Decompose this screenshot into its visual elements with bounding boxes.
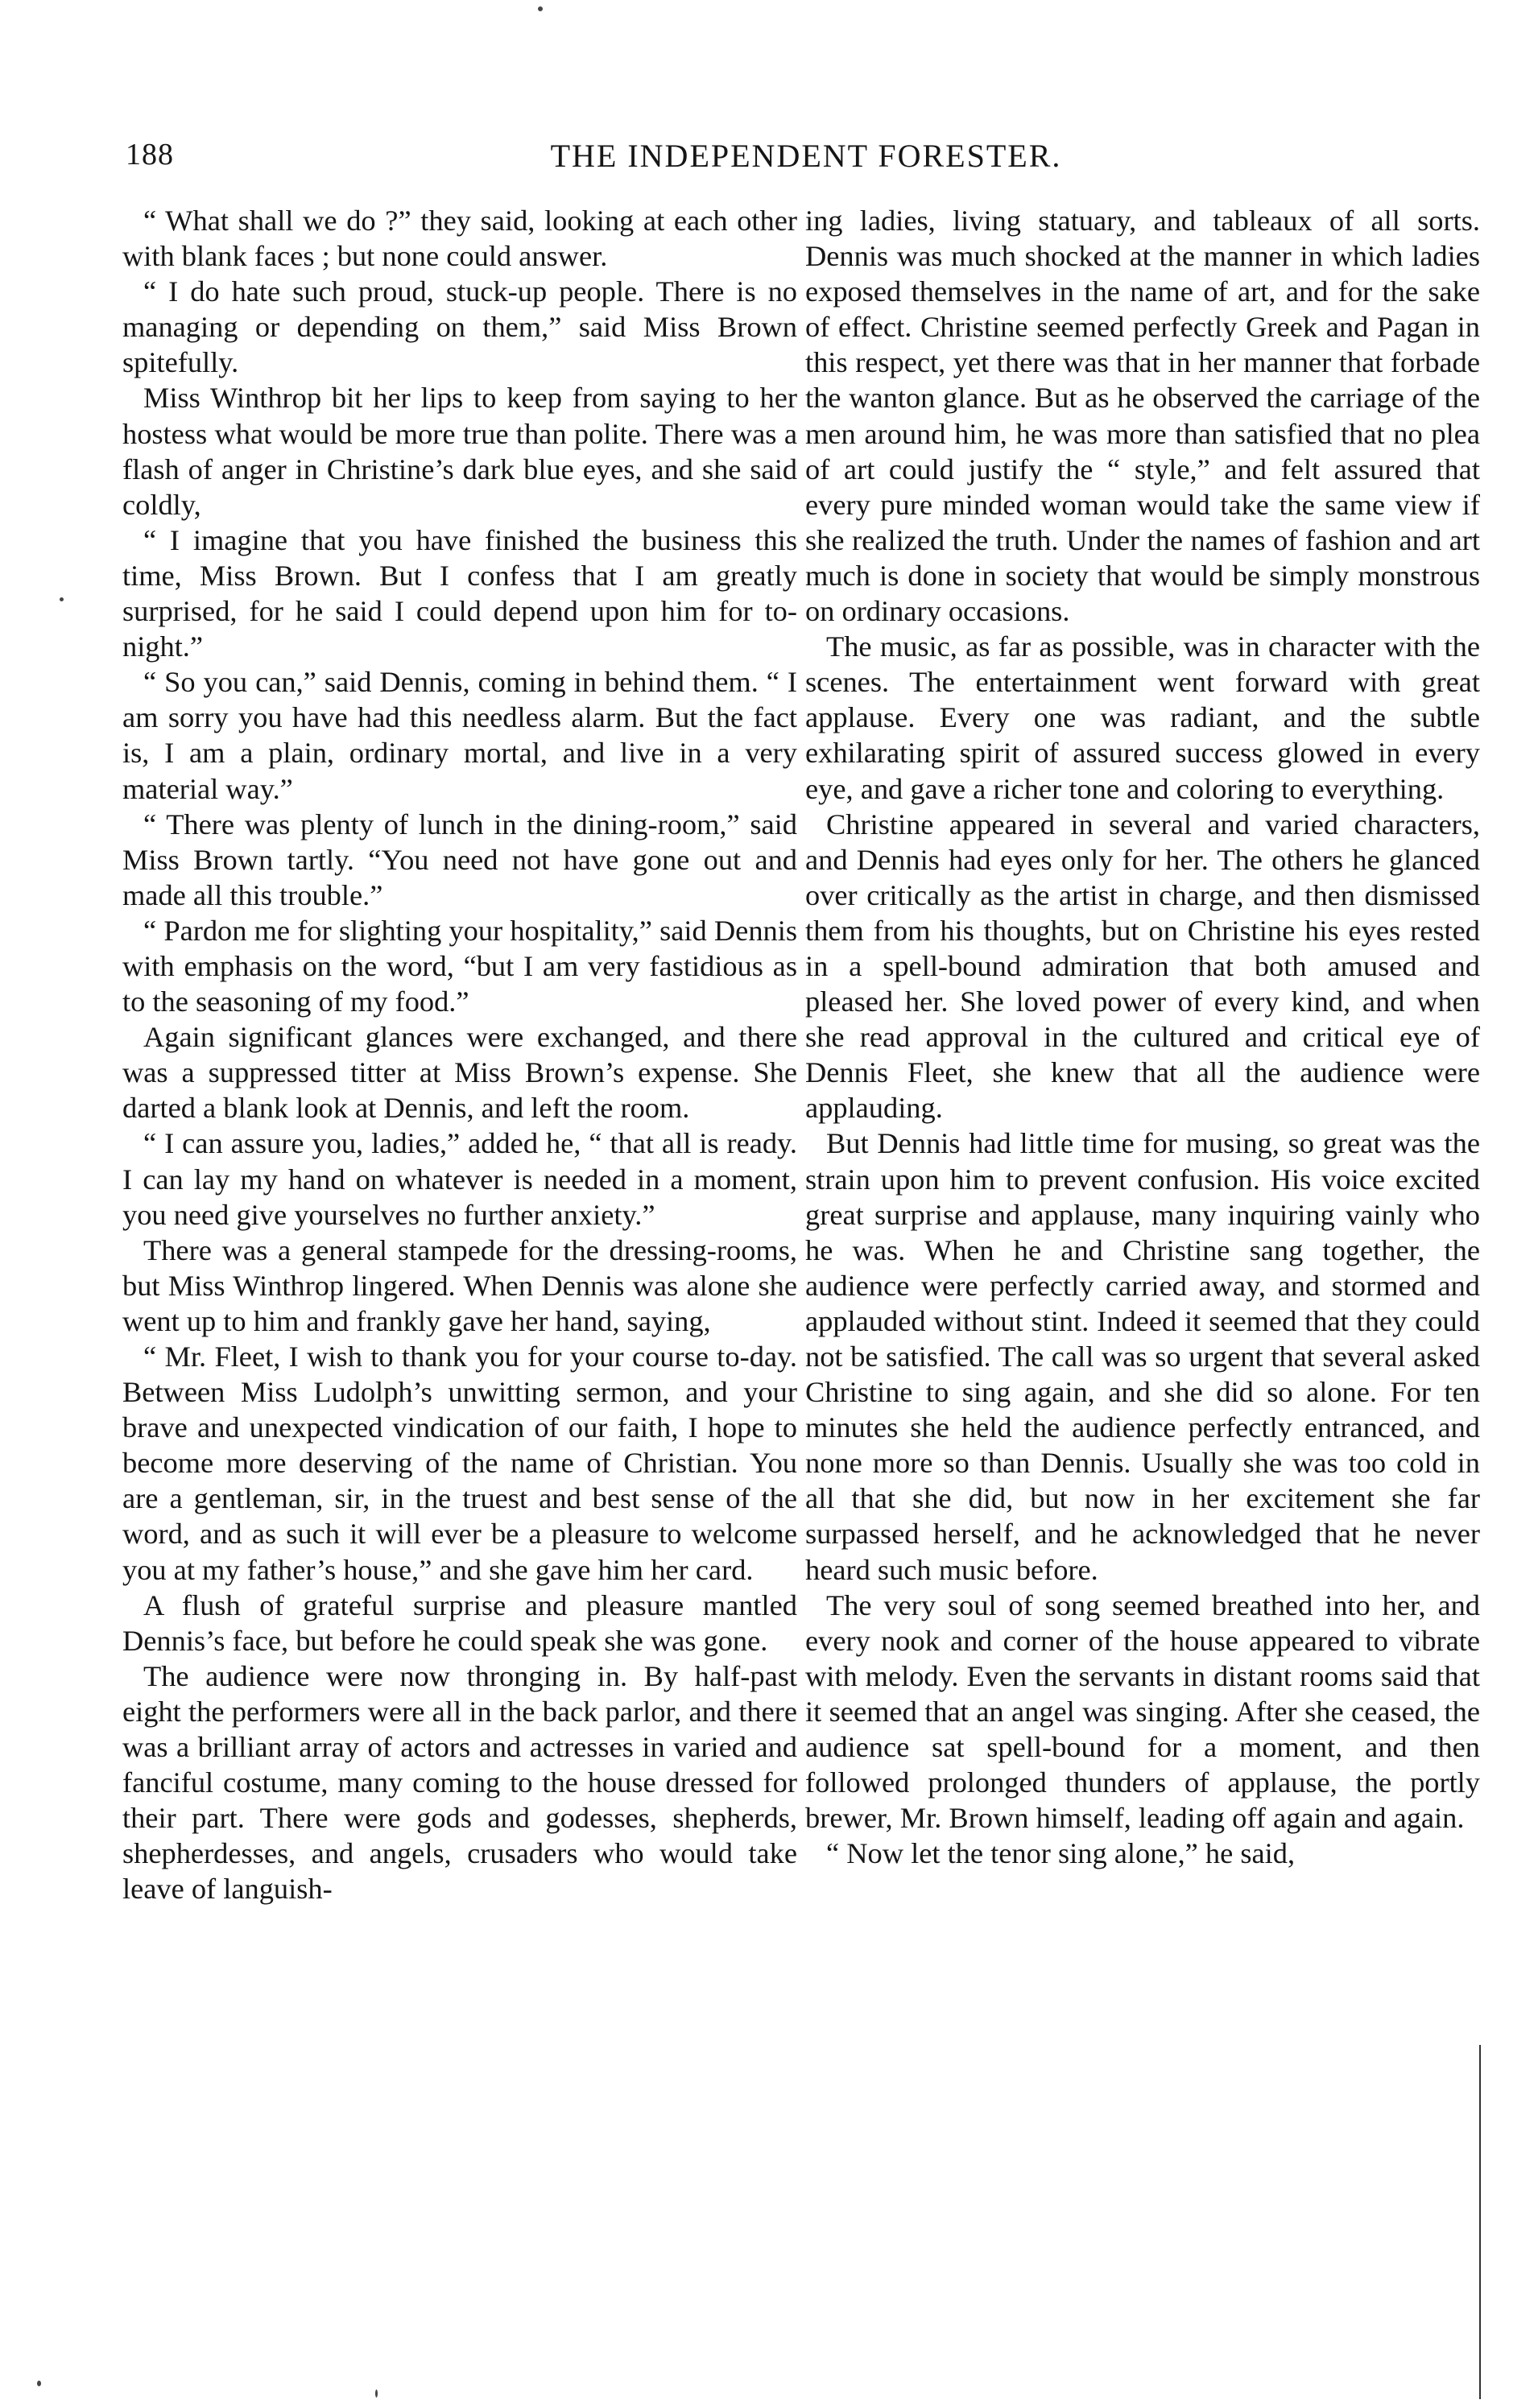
- paragraph-continued: ing ladies, living statuary, and tableaux of all sorts. Dennis was much shocked at the manner in which ladies exposed themselves in the name of art, and for the sake of effect. Christine seemed perfectly Greek and Pagan in this respect, yet there was that in her manner that forbade the wanton glance. But as he observed the carriage of the men around him, he was more than satisfied that no plea of art could justify the “ style,” and felt assured that every pure minded woman would take the same view if she realized the truth. Under the names of fashion and art much is done in society that would be simply monstrous on ordinary occasions.: [805, 204, 1480, 628]
- paragraph: But Dennis had little time for musing, so great was the strain upon him to prevent confusion. His voice excited great surprise and applause, many inquiring vainly who he was. When he and Christine sang together, the audience were perfectly carried away, and stormed and applauded without stint. Indeed it seemed that they could not be satisfied. The call was so urgent that several asked Christine to sing again, and she did so alone. For ten minutes she held the audience perfectly entranced, and none more so than Dennis. Usually she was too cold in all that she did, but now in her excitement she far surpassed herself, and he acknowledged that he never heard such music before.: [805, 1127, 1480, 1586]
- right-column: [805, 203, 1480, 1871]
- paragraph: The audience were now thronging in. By half-past eight the performers were all in the back parlor, and there was a brilliant array of actors and actresses in varied and fanciful costume, many coming to the house dressed for their part. There were gods and godesses, shepherds, shepherdesses, and angels, crusaders who would take leave of languish-: [122, 1659, 797, 1906]
- ink-speck: [60, 597, 64, 601]
- paragraph: “ So you can,” said Dennis, coming in behind them. “ I am sorry you have had this needless alarm. But the fact is, I am a plain, ordinary mortal, and live in a very material way.”: [122, 666, 797, 805]
- paragraph: The very soul of song seemed breathed into her, and every nook and corner of the house appeared to vibrate with melody. Even the servants in distant rooms said that it seemed that an angel was singing. After she ceased, the audience sat spell-bound for a moment, and then followed prolonged thunders of applause, the portly brewer, Mr. Brown himself, leading off again and again.: [805, 1588, 1480, 1835]
- paragraph: “ I can assure you, ladies,” added he, “ that all is ready. I can lay my hand on whatever is needed in a moment, you need give yourselves no further anxiety.”: [122, 1127, 797, 1231]
- paragraph: “ What shall we do ?” they said, looking at each other with blank faces ; but none could answer.: [122, 204, 797, 273]
- paragraph: “ I do hate such proud, stuck-up people. There is no managing or depending on them,” said Miss Brown spitefully.: [122, 275, 797, 379]
- running-title: THE INDEPENDENT FORESTER.: [550, 138, 1062, 174]
- margin-rule: [1479, 2045, 1481, 2399]
- page-number: 188: [126, 138, 174, 171]
- page-header: [126, 137, 1486, 185]
- ink-speck: [538, 6, 543, 11]
- paragraph: Miss Winthrop bit her lips to keep from saying to her hostess what would be more true than polite. There was a flash of anger in Christine’s dark blue eyes, and she said coldly,: [122, 382, 797, 521]
- paragraph: The music, as far as possible, was in character with the scenes. The entertainment went forward with great applause. Every one was radiant, and the subtle exhilarating spirit of assured success glowed in every eye, and gave a richer tone and coloring to everything.: [805, 630, 1480, 805]
- paragraph: Again significant glances were exchanged, and there was a suppressed titter at Miss Brown’s expense. She darted a blank look at Dennis, and left the room.: [122, 1021, 797, 1125]
- paragraph: A flush of grateful surprise and pleasure mantled Dennis’s face, but before he could speak she was gone.: [122, 1588, 797, 1657]
- ink-speck: [375, 2389, 378, 2398]
- paragraph: There was a general stampede for the dressing-rooms, but Miss Winthrop lingered. When Dennis was alone she went up to him and frankly gave her hand, saying,: [122, 1233, 797, 1337]
- left-column: [122, 203, 797, 1907]
- paragraph: “ I imagine that you have finished the business this time, Miss Brown. But I confess that I am greatly surprised, for he said I could depend upon him for to-night.”: [122, 523, 797, 663]
- paragraph: “ There was plenty of lunch in the dining-room,” said Miss Brown tartly. “You need not have gone out and made all this trouble.”: [122, 807, 797, 911]
- paragraph: “ Mr. Fleet, I wish to thank you for your course to-day. Between Miss Ludolph’s unwitting sermon, and your brave and unexpected vindication of our faith, I hope to become more deserving of the name of Christian. You are a gentleman, sir, in the truest and best sense of the word, and as such it will ever be a pleasure to welcome you at my father’s house,” and she gave him her card.: [122, 1340, 797, 1586]
- paragraph: “ Now let the tenor sing alone,” he said,: [826, 1837, 1296, 1870]
- paragraph: Christine appeared in several and varied characters, and Dennis had eyes only for her. The others he glanced over critically as the artist in charge, and then dismissed them from his thoughts, but on Christine his eyes rested in a spell-bound admiration that both amused and pleased her. She loved power of every kind, and when she read approval in the cultured and critical eye of Dennis Fleet, she knew that all the audience were applauding.: [805, 807, 1480, 1125]
- ink-speck: [37, 2381, 41, 2386]
- paragraph: “ Pardon me for slighting your hospitality,” said Dennis with emphasis on the word, “but I am very fastidious as to the seasoning of my food.”: [122, 914, 797, 1018]
